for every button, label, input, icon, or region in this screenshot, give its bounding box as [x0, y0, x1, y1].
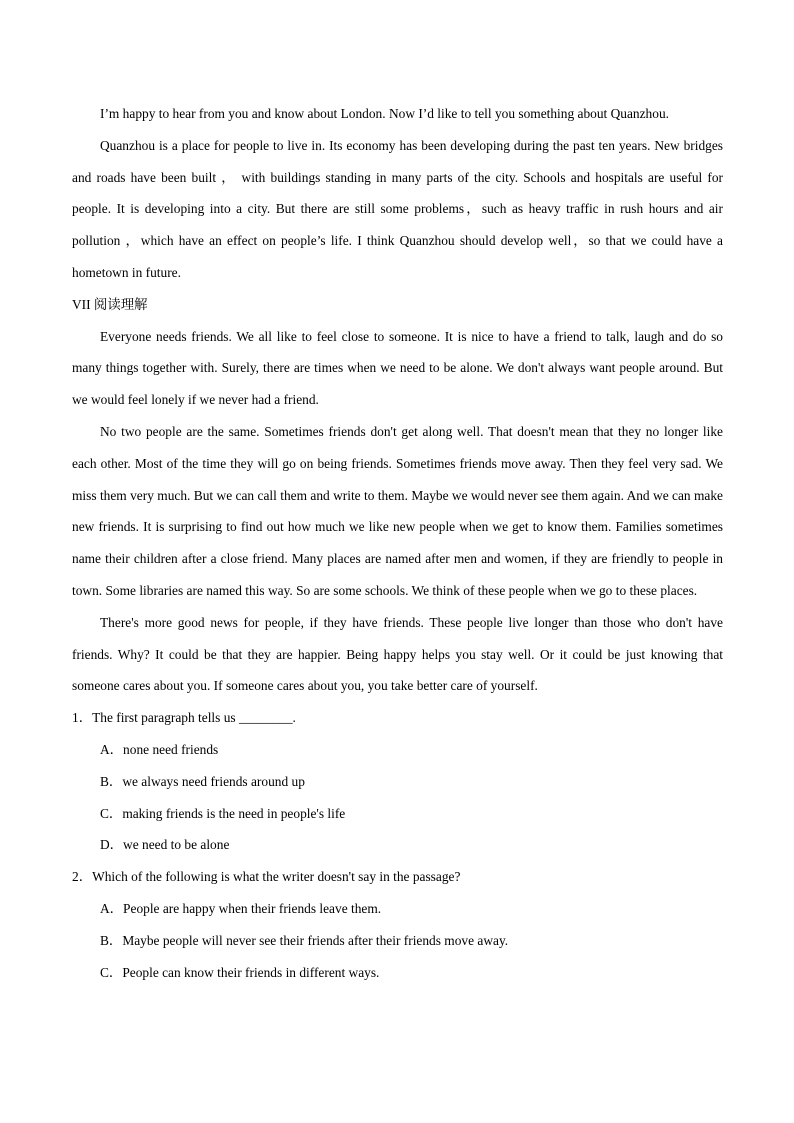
passage-paragraph: No two people are the same. Sometimes friends don't get along well. That doesn't mean that they no longer like each other. Most of the time they will go on being friends. Sometimes friends move away. Then they feel very sad. We miss them very much. But we can call them and write to them. Maybe we would never see them again. And we can make new friends. It is surprising to find out how much we like new people when we get to know them. Families sometimes name their children after a close friend. Many places are named after men and women, if they are friendly to people in town. Some libraries are named this way. So are some schools. We think of these people when we go to these places.	[72, 423, 723, 598]
document-page	[72, 98, 723, 988]
passage-paragraph: Everyone needs friends. We all like to feel close to someone. It is nice to have a friend to talk, laugh and do so many things together with. Surely, there are times when we need to be alone. We don't always want people around. But we would feel lonely if we never had a friend.	[72, 328, 723, 408]
question-stem: 1．The first paragraph tells us ________.	[72, 710, 296, 726]
passage-paragraph: There's more good news for people, if they have friends. These people live longer than those who don't have friends. Why? It could be that they are happier. Being happy helps you stay well. Or it could be just knowing that someone cares about you. If someone cares about you, you take better care of yourself.	[72, 614, 723, 694]
letter-paragraph: Quanzhou is a place for people to live in. Its economy has been developing during the past ten years. New bridges and roads have been built ， with buildings standing in many parts of the city. Schools and hospitals are useful for people. It is developing into a city. But there are still some problems，such as heavy traffic in rush hours and air pollution ，which have an effect on people’s life. I think Quanzhou should develop well，so that we could have a hometown in future.	[72, 137, 723, 280]
answer-option: D．we need to be alone	[100, 837, 230, 853]
answer-option: C．People can know their friends in different ways.	[100, 964, 380, 980]
letter-paragraph: I’m happy to hear from you and know about London. Now I’d like to tell you something about Quanzhou.	[100, 106, 669, 121]
section-heading: VII 阅读理解	[72, 296, 148, 312]
answer-option: C．making friends is the need in people's life	[100, 805, 346, 821]
answer-option: A．none need friends	[100, 741, 219, 757]
question-stem: 2．Which of the following is what the writer doesn't say in the passage?	[72, 869, 461, 885]
answer-option: B．Maybe people will never see their friends after their friends move away.	[100, 932, 509, 948]
answer-option: A．People are happy when their friends leave them.	[100, 900, 382, 916]
answer-option: B．we always need friends around up	[100, 773, 305, 789]
